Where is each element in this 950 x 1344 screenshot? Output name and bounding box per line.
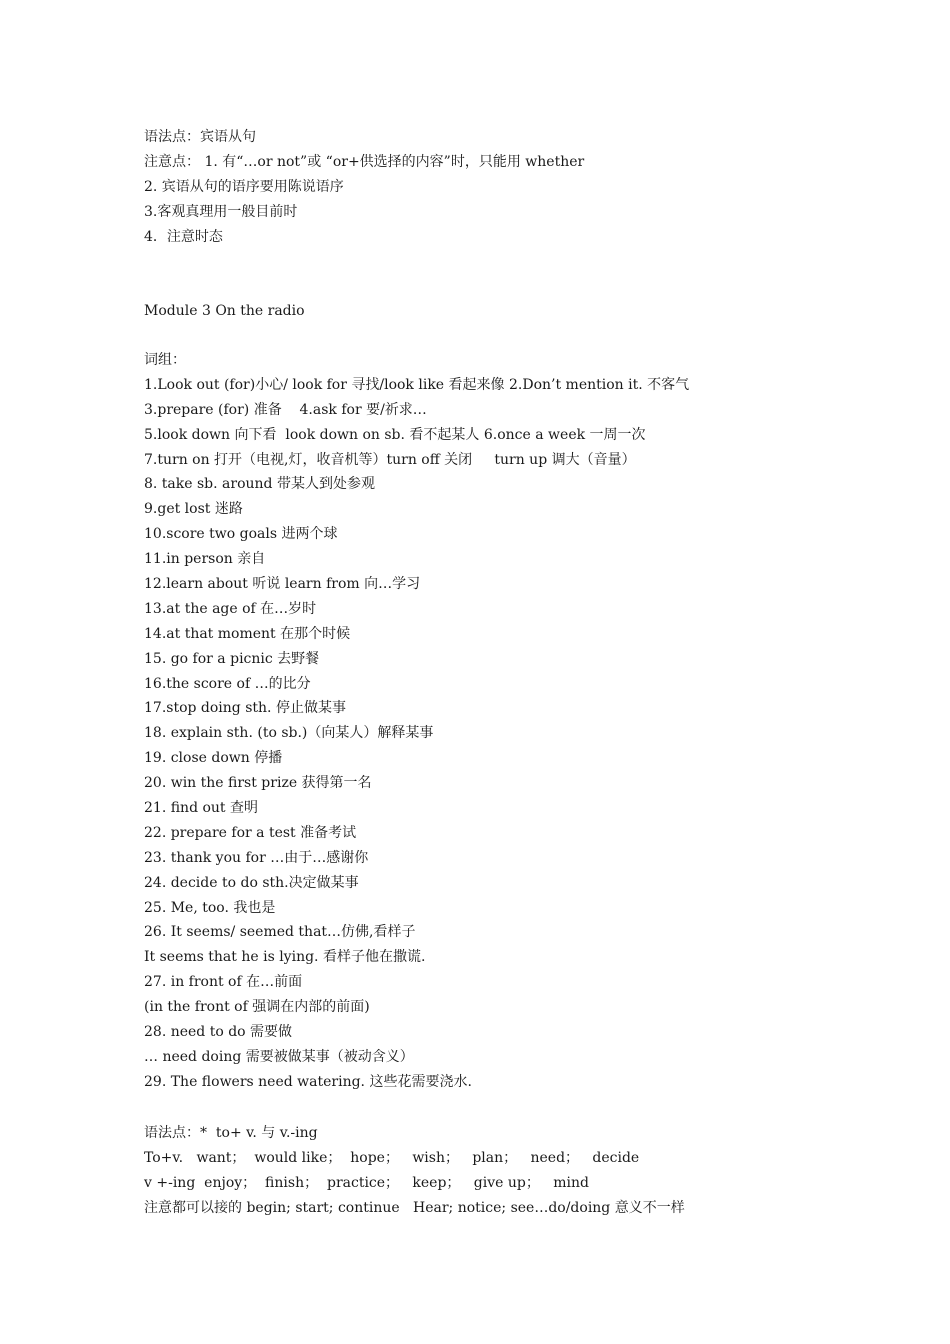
phrase-item: (in the front of 强调在内部的前面) bbox=[144, 999, 370, 1016]
phrase-item: 1.Look out (for)小心/ look for 寻找/look like 看起来像 2.Don’t mention it. 不客气 bbox=[144, 376, 690, 393]
text-line: v +-ing enjoy； finish； practice； keep； give up； mind bbox=[144, 1174, 589, 1191]
phrase-item: 7.turn on 打开（电视,灯，收音机等）turn off 关闭 turn up 调大（音量） bbox=[144, 451, 636, 468]
phrase-item: 19. close down 停播 bbox=[144, 750, 283, 767]
phrase-item: 15. go for a picnic 去野餐 bbox=[144, 650, 320, 667]
text-line: 注意点： 1. 有“…or not”或 “or+供选择的内容”时，只能用 whether bbox=[144, 153, 585, 170]
phrase-item: 14.at that moment 在那个时候 bbox=[144, 625, 351, 642]
phrase-item: 3.prepare (for) 准备 4.ask for 要/祈求… bbox=[144, 401, 427, 418]
text-line: 2. 宾语从句的语序要用陈说语序 bbox=[144, 178, 344, 195]
phrase-list-heading: 词组： bbox=[144, 352, 186, 368]
grammar-notes-object-clause bbox=[144, 125, 884, 249]
phrase-item: 28. need to do 需要做 bbox=[144, 1024, 293, 1041]
text-line: 语法点：宾语从句 bbox=[144, 129, 256, 145]
text-line: 4．注意时态 bbox=[144, 228, 223, 245]
phrase-item: 29. The flowers need watering. 这些花需要浇水. bbox=[144, 1073, 472, 1090]
phrase-item: 20. win the first prize 获得第一名 bbox=[144, 775, 372, 792]
phrase-item: … need doing 需要被做某事（被动含义） bbox=[144, 1048, 414, 1065]
phrase-item: 23. thank you for …由于…感谢你 bbox=[144, 849, 369, 866]
phrase-item: 16.the score of …的比分 bbox=[144, 675, 311, 692]
phrase-item: 21. find out 查明 bbox=[144, 800, 259, 817]
phrase-item: 17.stop doing sth. 停止做某事 bbox=[144, 700, 346, 717]
phrase-item: 27. in front of 在…前面 bbox=[144, 974, 303, 991]
phrase-item: 13.at the age of 在…岁时 bbox=[144, 600, 317, 617]
phrase-item: 18. explain sth. (to sb.)（向某人）解释某事 bbox=[144, 725, 434, 742]
grammar-notes-infinitive-gerund bbox=[144, 1121, 884, 1221]
text-line: 注意都可以接的 begin; start; continue Hear; notice; see…do/doing 意义不一样 bbox=[144, 1199, 685, 1216]
phrase-item: 8. take sb. around 带某人到处参观 bbox=[144, 476, 375, 493]
phrase-item: 24. decide to do sth.决定做某事 bbox=[144, 874, 359, 891]
phrase-item: 5.look down 向下看 look down on sb. 看不起某人 6.once a week 一周一次 bbox=[144, 426, 646, 443]
phrase-item: 10.score two goals 进两个球 bbox=[144, 526, 338, 543]
module-title: Module 3 On the radio bbox=[144, 303, 305, 319]
phrase-item: 25. Me, too. 我也是 bbox=[144, 899, 276, 916]
phrase-item: It seems that he is lying. 看样子他在撒谎. bbox=[144, 949, 426, 966]
text-line: To+v. want； would like； hope； wish； plan； need； decide bbox=[144, 1149, 640, 1166]
text-line: 3.客观真理用一般目前时 bbox=[144, 203, 298, 220]
text-line: 语法点：* to+ v. 与 v.-ing bbox=[144, 1125, 318, 1141]
phrase-item: 11.in person 亲自 bbox=[144, 551, 266, 568]
module-heading bbox=[144, 299, 884, 324]
phrase-item: 26. It seems/ seemed that…仿佛,看样子 bbox=[144, 924, 416, 941]
phrase-item: 22. prepare for a test 准备考试 bbox=[144, 824, 357, 841]
phrase-list bbox=[144, 348, 884, 1095]
phrase-item: 9.get lost 迷路 bbox=[144, 501, 243, 518]
phrase-item: 12.learn about 听说 learn from 向…学习 bbox=[144, 576, 421, 593]
